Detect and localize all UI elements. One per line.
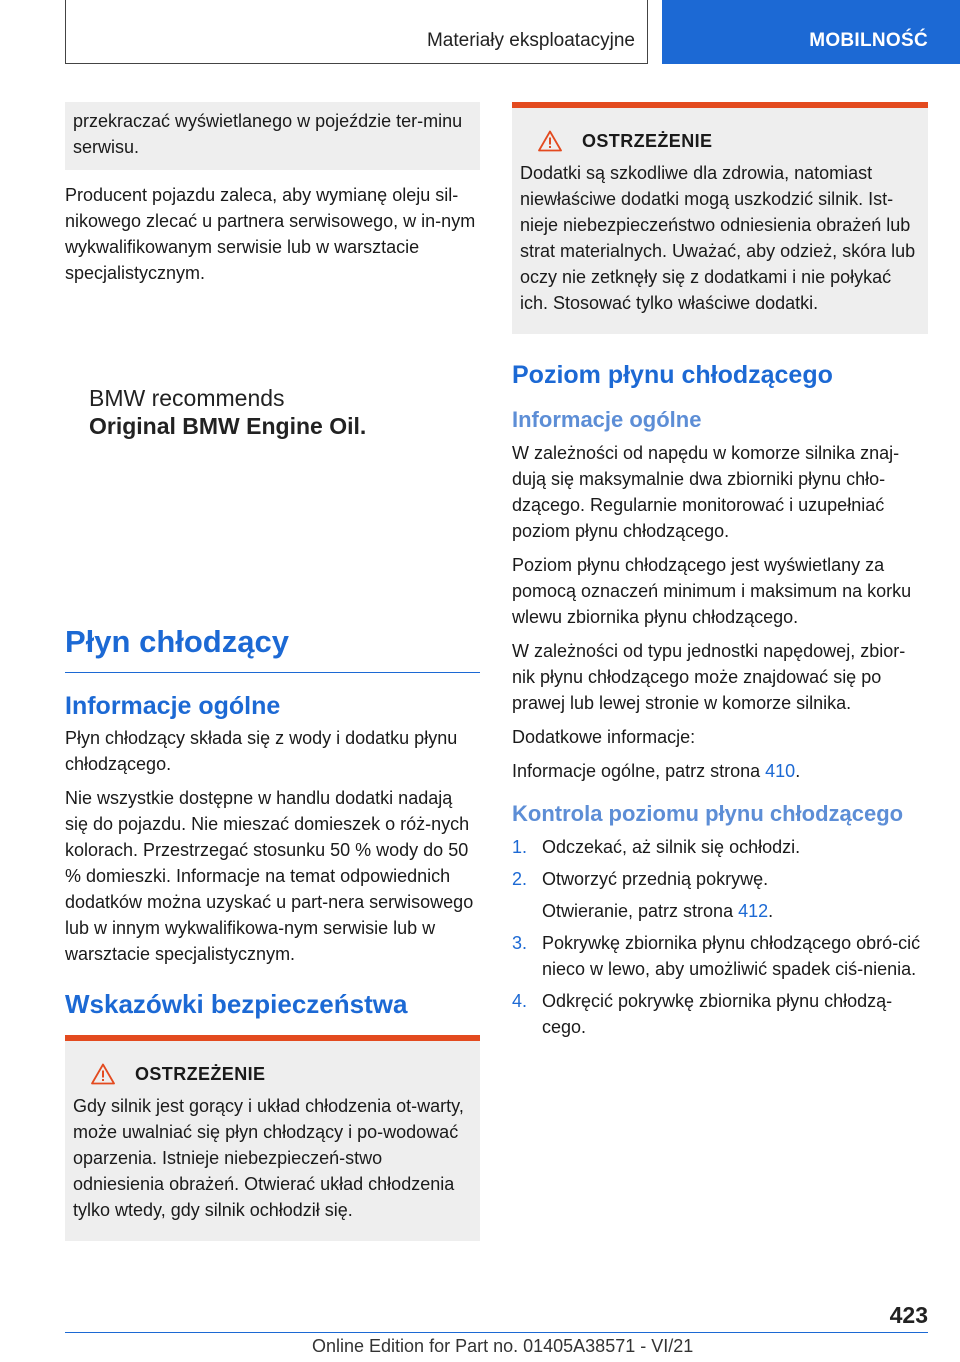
- chapter-tab[interactable]: [662, 0, 960, 64]
- level-paragraph-3: W zależności od typu jednostki napędowej, zbior-nik płynu chłodzącego może znajdować się po prawej lub lewej stronie w komorze silnika.: [512, 641, 906, 713]
- step-text: Odczekać, aż silnik się ochłodzi.: [542, 837, 801, 857]
- bmw-oil-logo: [65, 294, 480, 622]
- right-column: [512, 102, 928, 1046]
- coolant-level-heading: Poziom płynu chłodzącego: [512, 361, 833, 389]
- general-info-heading: Informacje ogólne: [65, 692, 281, 720]
- step-number: 1.: [512, 837, 528, 857]
- warning-box: [65, 1035, 480, 1241]
- section-heading: Płyn chłodzący: [65, 624, 289, 659]
- continued-box-text: przekraczać wyświetlanego w pojeździe ter-minu serwisu.: [73, 111, 463, 157]
- warning-header: [73, 1063, 472, 1085]
- logo-line-1: BMW recommends: [89, 385, 285, 411]
- page-number: 423: [889, 1302, 928, 1328]
- warning-title: OSTRZEŻENIE: [135, 1063, 266, 1084]
- step-number: 2.: [512, 869, 528, 889]
- section-title: Materiały eksploatacyjne: [426, 30, 635, 51]
- list-item: [512, 988, 928, 1040]
- warning-triangle-icon: [538, 130, 562, 152]
- safety-heading: Wskazówki bezpieczeństwa: [65, 989, 408, 1019]
- page-header: [0, 0, 960, 66]
- general-info-paragraph-1: Płyn chłodzący składa się z wody i dodatku płynu chłodzącego.: [65, 728, 458, 774]
- step-text: Otworzyć przednią pokrywę.: [542, 869, 769, 889]
- check-level-heading: Kontrola poziomu płynu chłodzącego: [512, 801, 904, 826]
- level-general-heading: Informacje ogólne: [512, 407, 702, 432]
- list-item: [512, 930, 928, 982]
- level-paragraph-4: Dodatkowe informacje:: [512, 727, 696, 747]
- steps-list: [512, 834, 928, 1040]
- general-info-paragraph-2: Nie wszystkie dostępne w handlu dodatki nadają się do pojazdu. Nie mieszać domieszek o róż-nych kolorach. Przestrzegać stosunku 50 % wody do 50 % domieszki. Informacje na temat odpowiednich dodatków można uzyskać u part-nera serwisowego lub w innym wykwalifikowa-nym serwisie lub w warsztacie specjalistycznym.: [65, 788, 474, 964]
- logo-line-2: Original BMW Engine Oil.: [89, 413, 367, 439]
- oil-recommendation-paragraph: Producent pojazdu zaleca, aby wymianę oleju sil-nikowego zlecać u partnera serwisowego, w in-nym wykwalifikowanym serwisie lub w warsztacie specjalistycznym.: [65, 185, 476, 283]
- chapter-tab-label: MOBILNOŚĆ: [809, 30, 928, 51]
- section-heading-block: [65, 622, 480, 673]
- see-page-text: Informacje ogólne, patrz strona: [512, 761, 766, 781]
- edition-footer: Online Edition for Part no. 01405A38571 - VI/21: [312, 1336, 694, 1356]
- level-paragraph-2: Poziom płynu chłodzącego jest wyświetlany za pomocą oznaczeń minimum i maksimum na korku wlewu zbiornika płynu chłodzącego.: [512, 555, 912, 627]
- list-item: [512, 834, 928, 860]
- additives-warning-header: [520, 130, 920, 152]
- step-number: 3.: [512, 933, 528, 953]
- warning-triangle-icon: [91, 1063, 115, 1085]
- continued-box: [65, 102, 480, 170]
- left-column: [65, 102, 480, 1241]
- level-paragraph-1: W zależności od napędu w komorze silnika znaj-dują się maksymalnie dwa zbiorniki płynu chło-dzącego. Regularnie monitorować i uzupełniać poziom płynu chłodzącego.: [512, 443, 900, 541]
- additives-warning-box: [512, 102, 928, 334]
- footer-divider: [65, 1332, 928, 1333]
- page-link-410[interactable]: 410: [765, 761, 796, 781]
- page-link-412[interactable]: 412: [738, 901, 769, 921]
- additives-warning-text: Dodatki są szkodliwe dla zdrowia, natomiast niewłaściwe dodatki mogą uszkodzić silnik. Ist-nieje niebezpieczeństwo odniesienia obrażeń lub strat materialnych. Uważać, aby odzież, skóra lub oczy nie zetknęły się z dodatkami i nie połykać ich. Stosować tylko właściwe dodatki.: [520, 163, 916, 313]
- list-item: [512, 866, 928, 924]
- section-header: [65, 0, 648, 64]
- level-paragraph-5: Informacje ogólne, patrz strona 410.: [512, 761, 801, 781]
- step-text: Pokrywkę zbiornika płynu chłodzącego obró-cić nieco w lewo, aby umożliwić spadek ciś-nienia.: [542, 933, 921, 979]
- additives-warning-title: OSTRZEŻENIE: [582, 130, 713, 151]
- warning-text: Gdy silnik jest gorący i układ chłodzenia ot-warty, może uwalniać się płyn chłodzący i po-wodować oparzenia. Istnieje niebezpieczeń-stwo odniesienia obrażeń. Otwierać układ chłodzenia tylko wtedy, gdy silnik ochłodził się.: [73, 1096, 464, 1220]
- step-text: Odkręcić pokrywkę zbiornika płynu chłodzą-cego.: [542, 991, 893, 1037]
- step-number: 4.: [512, 991, 528, 1011]
- step-subtext: Otwieranie, patrz strona 412.: [542, 901, 774, 921]
